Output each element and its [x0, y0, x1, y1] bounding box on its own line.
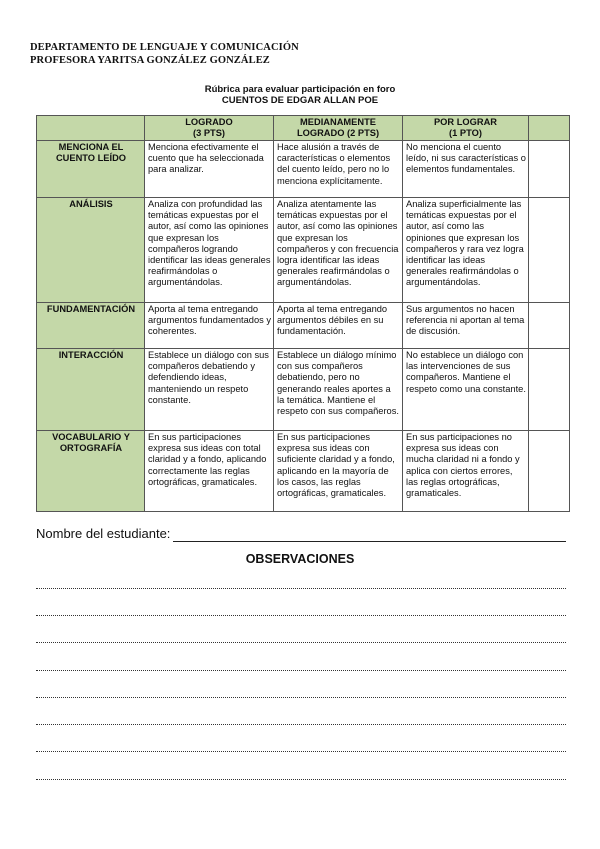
por-lograr-cell: No menciona el cuento leído, ni sus características o elementos fundamentales.	[403, 141, 529, 198]
por-lograr-cell: Sus argumentos no hacen referencia ni aportan al tema de discusión.	[403, 303, 529, 349]
header-medianamente: MEDIANAMENTE LOGRADO (2 PTS)	[274, 116, 403, 141]
rubric-row-menciona	[37, 141, 570, 198]
rubric-table	[36, 115, 570, 512]
rubric-row-fundamentacion	[37, 303, 570, 349]
criterion-cell: MENCIONA EL CUENTO LEÍDO	[37, 141, 145, 198]
student-name-label: Nombre del estudiante:	[36, 526, 171, 541]
rubric-row-analisis	[37, 198, 570, 303]
rubric-row-interaccion	[37, 349, 570, 431]
por-lograr-cell: No establece un diálogo con las intervenciones de sus compañeros. Mantiene el respeto como una constante.	[403, 349, 529, 431]
logrado-cell: Aporta al tema entregando argumentos fundamentados y coherentes.	[145, 303, 274, 349]
rubric-header-row	[37, 116, 570, 141]
por-lograr-cell: En sus participaciones no expresa sus ideas con mucha claridad ni a fondo y aplica con ciertos errores, las reglas ortográficas, gramaticales.	[403, 431, 529, 512]
observation-line[interactable]	[36, 724, 566, 725]
rubric-subtitle: CUENTOS DE EDGAR ALLAN POE	[221, 95, 379, 106]
criterion-cell: ANÁLISIS	[37, 198, 145, 303]
observation-line[interactable]	[36, 642, 566, 643]
header-score-cell	[529, 116, 570, 141]
score-cell	[529, 303, 570, 349]
medianamente-cell: Establece un diálogo mínimo con sus compañeros debatiendo, pero no generando reales aportes a la temática. Mantiene el respeto con sus compañeros.	[274, 349, 403, 431]
score-cell	[529, 141, 570, 198]
criterion-cell: FUNDAMENTACIÓN	[37, 303, 145, 349]
observation-line[interactable]	[36, 670, 566, 671]
header-logrado: LOGRADO (3 PTS)	[145, 116, 274, 141]
department-name: DEPARTAMENTO DE LENGUAJE Y COMUNICACIÓN	[30, 42, 299, 53]
logrado-cell: En sus participaciones expresa sus ideas con total claridad y a fondo, aplicando correctamente las reglas ortográficas, gramaticales.	[145, 431, 274, 512]
criterion-cell: VOCABULARIO Y ORTOGRAFÍA	[37, 431, 145, 512]
student-name-row	[36, 526, 566, 542]
student-name-field[interactable]	[173, 529, 566, 542]
observation-line[interactable]	[36, 697, 566, 698]
teacher-name: PROFESORA YARITSA GONZÁLEZ GONZÁLEZ	[30, 55, 270, 66]
observation-line[interactable]	[36, 779, 566, 780]
rubric-title: Rúbrica para evaluar participación en foro	[204, 84, 396, 95]
score-cell	[529, 198, 570, 303]
observation-line[interactable]	[36, 588, 566, 589]
header-criterion-cell	[37, 116, 145, 141]
observation-line[interactable]	[36, 751, 566, 752]
medianamente-cell: Analiza atentamente las temáticas expuestas por el autor, así como las opiniones que expresan los compañeros y con frecuencia logra identificar las ideas generales reafirmándolas o argumentándolas.	[274, 198, 403, 303]
document-header	[30, 41, 299, 67]
observations-title: OBSERVACIONES	[245, 552, 355, 566]
criterion-cell: INTERACCIÓN	[37, 349, 145, 431]
rubric-row-vocabulario	[37, 431, 570, 512]
medianamente-cell: Hace alusión a través de características o elementos del cuento leído, pero no lo menciona explícitamente.	[274, 141, 403, 198]
medianamente-cell: En sus participaciones expresa sus ideas con suficiente claridad y a fondo, aplicando en la mayoría de los casos, las reglas ortográficas, gramaticales.	[274, 431, 403, 512]
logrado-cell: Menciona efectivamente el cuento que ha seleccionada para analizar.	[145, 141, 274, 198]
logrado-cell: Establece un diálogo con sus compañeros debatiendo y defendiendo ideas, manteniendo un respeto constante.	[145, 349, 274, 431]
header-por-lograr: POR LOGRAR (1 PTO)	[403, 116, 529, 141]
logrado-cell: Analiza con profundidad las temáticas expuestas por el autor, así como las opiniones que expresan los compañeros logrando identificar las ideas generales reafirmándolas o argumentándolas.	[145, 198, 274, 303]
observation-line[interactable]	[36, 615, 566, 616]
score-cell	[529, 431, 570, 512]
medianamente-cell: Aporta al tema entregando argumentos débiles en su fundamentación.	[274, 303, 403, 349]
score-cell	[529, 349, 570, 431]
por-lograr-cell: Analiza superficialmente las temáticas expuestas por el autor, así como las opiniones que expresan los compañeros y rara vez logra identificar las ideas generales reafirmándolas o argumentándolas.	[403, 198, 529, 303]
